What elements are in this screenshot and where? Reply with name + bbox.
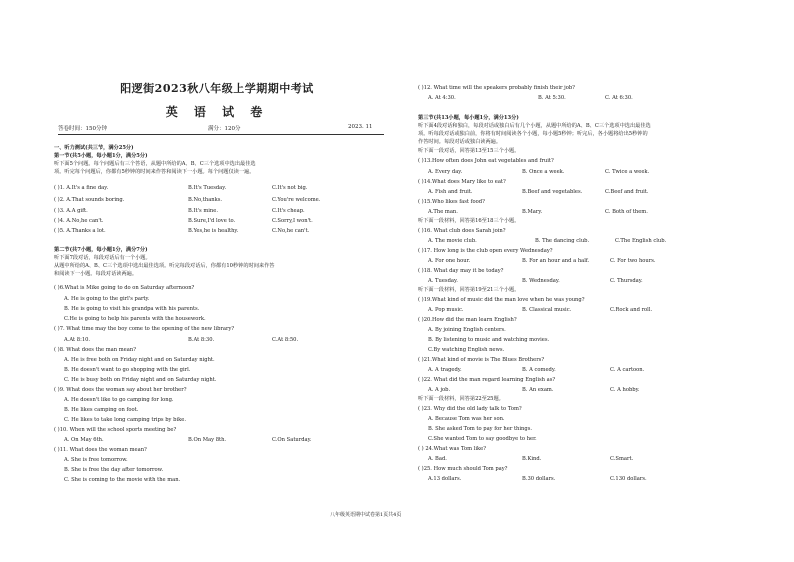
part-title: 第三节(共13小题，每小题1分，满分13分) bbox=[418, 115, 519, 121]
option: A. Every day. bbox=[428, 169, 463, 175]
instruction: 听下面5个问题。每个问题后有三个答语，从题中所给的A、B、C三个选项中选出最佳选 bbox=[54, 161, 256, 167]
option: C.Beef and fruit. bbox=[605, 189, 649, 195]
option: C. He is busy both on Friday night and on Saturday night. bbox=[64, 377, 217, 383]
option: A. At 4:30. bbox=[428, 95, 456, 101]
question-3: ( )3. A.A gift. bbox=[54, 208, 88, 214]
question-19: ( )19.What kind of music did the man love when he was young? bbox=[418, 297, 585, 303]
option: B.It's Tuesday. bbox=[188, 185, 227, 191]
option: C.It's cheap. bbox=[272, 208, 305, 214]
option: C. Thursday. bbox=[610, 278, 643, 284]
question-15: ( )15.Who likes fast food? bbox=[418, 199, 485, 205]
instruction: 听下面4段对话和独白，每段对话或独白后有几个小题，从题中所给的A、B、C三个选项中选出最佳选 bbox=[418, 123, 651, 129]
option: A. Bad. bbox=[428, 456, 447, 462]
question-5: ( )5. A.Thanks a lot. bbox=[54, 228, 106, 234]
option: A.13 dollars. bbox=[428, 476, 462, 482]
question-12: ( )12. What time will the speakers probably finish their job? bbox=[418, 85, 575, 91]
option: B. At 5:30. bbox=[538, 95, 566, 101]
question-17: ( )17. How long is the club open every Wednesday? bbox=[418, 248, 553, 254]
question-22: ( )22. What did the man regard learning English as? bbox=[418, 377, 556, 383]
option: A. Pop music. bbox=[428, 307, 464, 313]
option: B.No,thanks. bbox=[188, 197, 223, 203]
dialogue-intro: 听下面一段对话，回答第13至15三个小题。 bbox=[418, 148, 520, 154]
option: B. He doesn't want to go shopping with the girl. bbox=[64, 367, 191, 373]
instruction: 项。听每段对话或独白前，你将有时间阅读各个小题，每小题5秒钟；听完后，各小题将给出5秒钟的 bbox=[418, 131, 648, 137]
instruction: 作答时间。每段对话或独白读两遍。 bbox=[418, 139, 502, 145]
option: C.130 dollars. bbox=[610, 476, 647, 482]
option: C.By watching English news. bbox=[428, 347, 505, 353]
question-7: ( )7. What time may the boy come to the opening of the new library? bbox=[54, 326, 235, 332]
dialogue-intro: 听下面一段材料，回答第19至21三个小题。 bbox=[418, 287, 520, 293]
question-2: ( )2. A.That sounds boring. bbox=[54, 197, 125, 203]
option: A.At 8:10. bbox=[64, 337, 91, 343]
option: B. By listening to music and watching movies. bbox=[428, 337, 550, 343]
question-13: ( )13.How often does John eat vegetables and fruit? bbox=[418, 158, 554, 164]
option: B. He likes camping on foot. bbox=[64, 407, 139, 413]
option: C.Rock and roll. bbox=[610, 307, 653, 313]
instruction: 和阅读下一小题。每段对话读两遍。 bbox=[54, 271, 138, 277]
option: B.Beef and vegetables. bbox=[522, 189, 583, 195]
option: A. Because Tom was her son. bbox=[428, 416, 505, 422]
option: C. He likes to take long camping trips by bike. bbox=[64, 417, 186, 423]
option: C. At 6:30. bbox=[605, 95, 633, 101]
option: C.You're welcome. bbox=[272, 197, 321, 203]
option: B. An exam. bbox=[522, 387, 554, 393]
option: C.Sorry,I won't. bbox=[272, 218, 313, 224]
instruction: 听下面7段对话，每段对话后有一个小题。 bbox=[54, 255, 151, 261]
option: B.Yes,he is healthy. bbox=[188, 228, 239, 234]
option: B. She is free the day after tomorrow. bbox=[64, 467, 164, 473]
option: C. For two hours. bbox=[610, 258, 656, 264]
page-footer: 八年级英语期中试卷第1页共4页 bbox=[330, 512, 402, 518]
instruction: 项。听完每个问题后，你都有5秒钟的时间来作答和阅读下一小题。每个问题仅读一遍。 bbox=[54, 169, 255, 175]
option: A. By joining English centers. bbox=[428, 327, 506, 333]
option: B. Once a week. bbox=[522, 169, 565, 175]
option: C. A hobby. bbox=[610, 387, 640, 393]
exam-time: 答卷时间：150分钟 bbox=[58, 126, 107, 132]
exam-date: 2023. 11 bbox=[348, 124, 373, 130]
option: B. She asked Tom to pay for her things. bbox=[428, 426, 533, 432]
option: C.The English club. bbox=[615, 238, 667, 244]
option: B.30 dollars. bbox=[522, 476, 556, 482]
option: C.At 8:50. bbox=[272, 337, 299, 343]
option: B. A comedy. bbox=[522, 367, 556, 373]
option: B. Classical music. bbox=[522, 307, 572, 313]
question-18: ( )18. What day may it be today? bbox=[418, 268, 504, 274]
option: B. Wednesday. bbox=[522, 278, 560, 284]
option: B.It's mine. bbox=[188, 208, 218, 214]
question-24: ( ) 24.What was Tom like? bbox=[418, 446, 486, 452]
part-title: 第一节(共5小题，每小题1分，满分5分) bbox=[54, 153, 148, 159]
question-25: ( )25. How much should Tom pay? bbox=[418, 466, 508, 472]
option: A. The movie club. bbox=[428, 238, 477, 244]
question-20: ( )20.How did the man learn English? bbox=[418, 317, 517, 323]
option: C.On Saturday. bbox=[272, 437, 312, 443]
option: C. Twice a week. bbox=[605, 169, 650, 175]
option: A. Fish and fruit. bbox=[428, 189, 473, 195]
option: C.She wanted Tom to say goodbye to her. bbox=[428, 436, 537, 442]
exam-title: 阳逻街2023秋八年级上学期期中考试 bbox=[120, 82, 314, 95]
option: A. A tragedy. bbox=[428, 367, 462, 373]
option: B.Kind. bbox=[522, 456, 542, 462]
option: C.Smart. bbox=[610, 456, 634, 462]
subject-title: 英 语 试 卷 bbox=[165, 105, 269, 119]
instruction: 从题中所给的A、B、C三个选项中选出最佳选项。听完每段对话后，你都有10秒钟的时间来作答 bbox=[54, 263, 275, 269]
question-4: ( )4. A.No,he can't. bbox=[54, 218, 104, 224]
option: B.On May 8th. bbox=[188, 437, 227, 443]
question-10: ( )10. When will the school sports meeting be? bbox=[54, 427, 177, 433]
question-23: ( )23. Why did the old lady talk to Tom? bbox=[418, 406, 522, 412]
option: C. Both of them. bbox=[605, 209, 648, 215]
option: A. He doesn't like to go camping for long. bbox=[64, 397, 174, 403]
option: B.Sure,I'd love to. bbox=[188, 218, 236, 224]
question-14: ( )14.What does Mary like to eat? bbox=[418, 179, 506, 185]
option: A. Tuesday. bbox=[428, 278, 458, 284]
question-21: ( )21.What kind of movie is The Blues Brothers? bbox=[418, 357, 545, 363]
option: B. He is going to visit his grandpa with his parents. bbox=[64, 306, 200, 312]
option: A. For one hour. bbox=[428, 258, 471, 264]
option: A.The man. bbox=[428, 209, 458, 215]
part-title: 第二节(共7小题，每小题1分，满分7分) bbox=[54, 247, 148, 253]
question-9: ( )9. What does the woman say about her brother? bbox=[54, 387, 187, 393]
option: C.He is going to help his parents with the housework. bbox=[64, 316, 206, 322]
option: C. A cartoon. bbox=[610, 367, 645, 373]
option: B.Mary. bbox=[522, 209, 543, 215]
question-6: ( )6.What is Mike going to do on Saturday afternoon? bbox=[54, 285, 195, 291]
dialogue-intro: 听下面一段材料，回答第22至25题。 bbox=[418, 396, 504, 402]
section-title: 一、听力测试(共三节，满分25分) bbox=[54, 145, 134, 151]
option: A. He is free both on Friday night and on Saturday night. bbox=[64, 357, 215, 363]
option: A. She is free tomorrow. bbox=[64, 457, 128, 463]
question-16: ( )16. What club does Sarah join? bbox=[418, 228, 506, 234]
option: B. The dancing club. bbox=[535, 238, 590, 244]
option: C.No,he can't. bbox=[272, 228, 310, 234]
option: A. A job. bbox=[428, 387, 451, 393]
option: B. For an hour and a half. bbox=[522, 258, 590, 264]
header-divider bbox=[58, 134, 384, 135]
question-1: ( )1. A.It's a fine day. bbox=[54, 185, 109, 191]
option: C.It's not big. bbox=[272, 185, 308, 191]
option: A. On May 6th. bbox=[64, 437, 104, 443]
question-11: ( )11. What does the woman mean? bbox=[54, 447, 147, 453]
option: C. She is coming to the movie with the man. bbox=[64, 477, 181, 483]
option: A. He is going to the girl's party. bbox=[64, 296, 150, 302]
question-8: ( )8. What does the man mean? bbox=[54, 347, 136, 353]
option: B.At 8:30. bbox=[188, 337, 215, 343]
exam-score: 满分：120分 bbox=[208, 126, 241, 132]
dialogue-intro: 听下面一段材料，回答第16至18三个小题。 bbox=[418, 218, 520, 224]
